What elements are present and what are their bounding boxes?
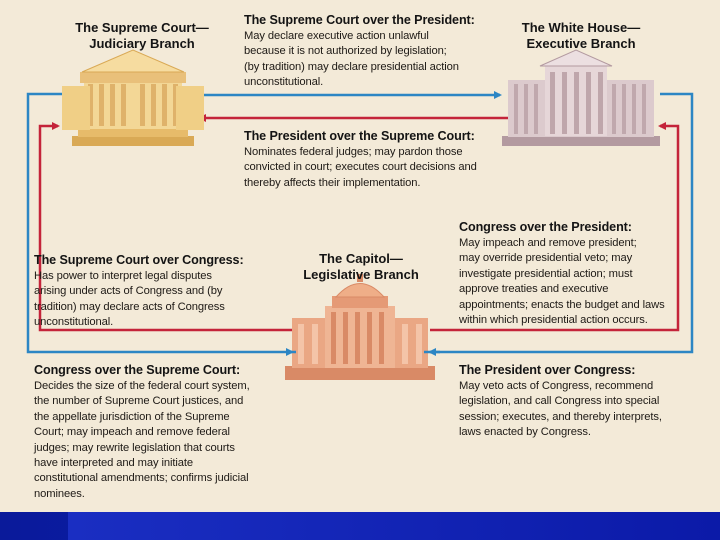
supreme-court-building [62,50,204,146]
label-legislative: The Capitol— Legislative Branch [303,251,419,282]
president-over-congress-body: May veto acts of Congress, recommend legislation, and call Congress into special session; executes, and thereby interprets, laws enacted by Congress. [459,380,662,439]
slide-footer-shade [68,512,720,540]
court-over-congress [34,252,279,331]
court-over-president-heading: The Supreme Court over the President: [244,13,475,27]
court-over-congress-body: Has power to interpret legal disputes arising under acts of Congress and (by tradition) may declare acts of Congress unconstitutional. [34,270,225,329]
president-over-court [244,128,514,191]
court-over-congress-heading: The Supreme Court over Congress: [34,253,244,267]
congress-over-court-body: Decides the size of the federal court system, the number of Supreme Court justices, and the appellate jurisdiction of the Supreme Court; may impeach and remove federal judges; may rewrite legislation that courts have interpreted and may initiate constitutional amendments; confirms judicial nominees. [34,380,250,500]
president-over-court-body: Nominates federal judges; may pardon those convicted in court; executes court decisions and thereby affects their implementation. [244,146,477,189]
congress-over-president [459,219,709,328]
white-house-building [502,50,660,146]
congress-over-court [34,362,289,502]
court-over-president-body: May declare executive action unlawful because it is not authorized by legislation; (by tradition) may declare presidential action unconstitutional. [244,30,459,89]
congress-over-president-heading: Congress over the President: [459,220,632,234]
slide-footer-bar [0,512,720,540]
label-judiciary: The Supreme Court— Judiciary Branch [75,20,209,51]
president-over-court-heading: The President over the Supreme Court: [244,129,475,143]
congress-over-court-heading: Congress over the Supreme Court: [34,363,241,377]
congress-over-president-body: May impeach and remove president; may override presidential veto; may investigate presidential action; must approve treaties and executive appointments; enacts the budget and laws within which presidential action occurs. [459,237,665,327]
president-over-congress-heading: The President over Congress: [459,363,636,377]
capitol-building [285,274,435,380]
court-over-president [244,12,514,91]
president-over-congress [459,362,709,441]
label-executive: The White House— Executive Branch [521,20,641,51]
